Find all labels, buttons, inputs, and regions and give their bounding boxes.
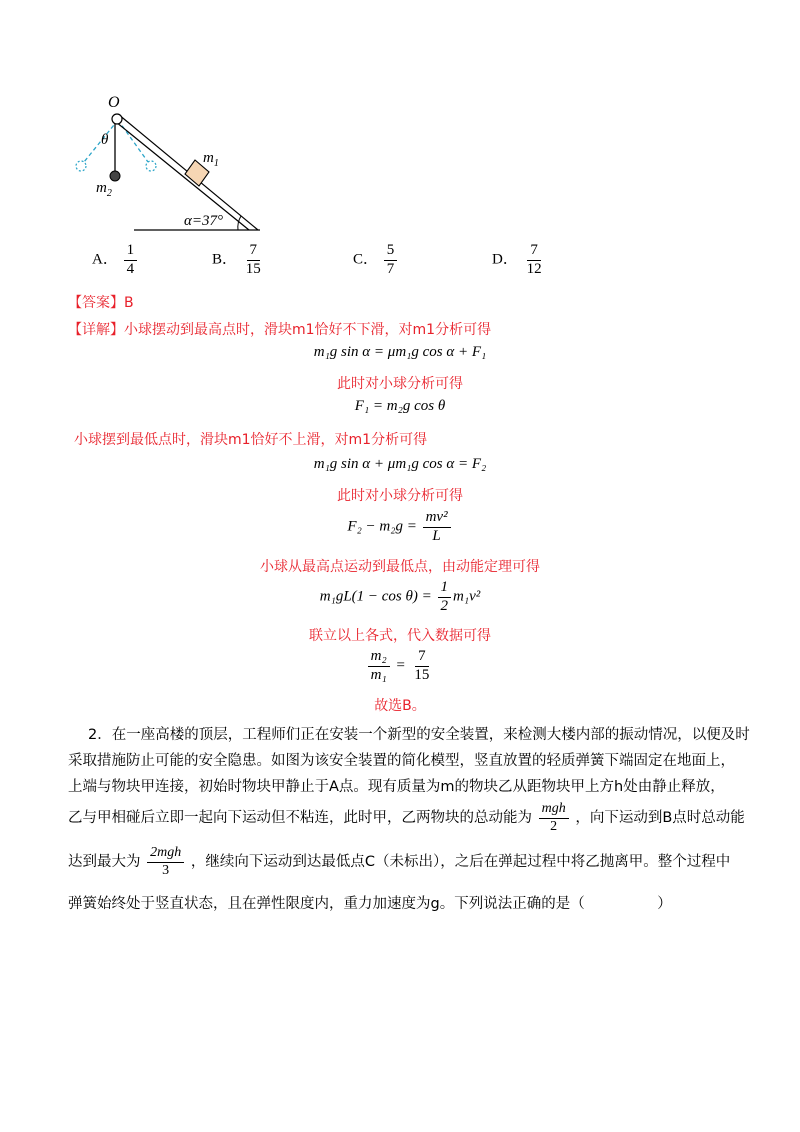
detail-line-7: 故选B。 — [374, 698, 426, 714]
q2-line-2: 采取措施防止可能的安全隐患。如图为该安全装置的简化模型，竖直放置的轻质弹簧下端固定在地面上， — [68, 753, 735, 769]
equation-1: m₁g sin α = μm₁g cos α + F₁ — [313, 344, 487, 360]
q2-line-3: 上端与物块甲连接，初始时物块甲静止于A点。现有质量为m的物块乙从距物块甲上方h处由静止释放， — [68, 779, 725, 795]
detail-line-3: 小球摆到最低点时，滑块m1恰好不上滑，对m1分析可得 — [74, 432, 428, 448]
choice-d: D． $\frac{7}{12}$ — [492, 242, 542, 277]
detail-line-1: 【详解】小球摆动到最高点时，滑块m1恰好不下滑，对m1分析可得 — [68, 322, 492, 338]
detail-line-5: 小球从最高点运动到最低点，由动能定理可得 — [260, 559, 540, 575]
equation-4: F₂ − m₂g = $\frac{\text{mv²}}{L}$ — [0, 510, 800, 545]
block-mass-label: $m_1$ — [203, 150, 219, 169]
equation-6: $\frac{\text{m₂}}{\text{m₁}}$ = $\frac{7}{15}$ — [0, 649, 800, 684]
equation-3: m₁g sin α + μm₁g cos α = F₂ — [313, 456, 487, 472]
q2-line-5: 达到最大为 $\frac{\text{2mgh}}{3}$ ，继续向下运动到达最低点C（未标出），之后在弹起过程中将乙抛离甲。整个过程中 — [68, 845, 731, 878]
q2-line-6: 弹簧始终处于竖直状态，且在弹性限度内，重力加速度为g。下列说法正确的是（ ） — [68, 896, 672, 912]
ball-mass-label: $m_2$ — [96, 180, 112, 199]
detail-line-4: 此时对小球分析可得 — [337, 488, 463, 504]
equation-2: F₁ = m₂g cos θ — [354, 398, 446, 414]
angle-theta-label: θ — [101, 132, 109, 148]
q2-line-4: 乙与甲相碰后立即一起向下运动但不粘连，此时甲，乙两物块的总动能为 $\frac{\text{mgh}}{2}$ ，向下运动到B点时总动能 — [68, 801, 745, 834]
incline-angle-label: α=37° — [184, 213, 223, 229]
equation-5: m₁gL(1 − cos θ) = $\frac{1}{2}$ m₁v² — [319, 579, 481, 614]
answer-line: 【答案】B — [68, 295, 134, 311]
incline-pendulum-figure — [70, 92, 270, 240]
choice-c: C． $\frac{5}{7}$ — [353, 243, 399, 278]
q2-line-1: 2．在一座高楼的顶层，工程师们正在安装一个新型的安全装置，来检测大楼内部的振动情况，以便及时 — [88, 727, 750, 743]
detail-line-6: 联立以上各式，代入数据可得 — [309, 628, 491, 644]
detail-line-2: 此时对小球分析可得 — [337, 376, 463, 392]
pivot-label: O — [108, 94, 120, 111]
choice-b: B． $\frac{7}{15}$ — [212, 242, 261, 277]
choice-a: A． $\frac{1}{4}$ — [92, 243, 139, 278]
